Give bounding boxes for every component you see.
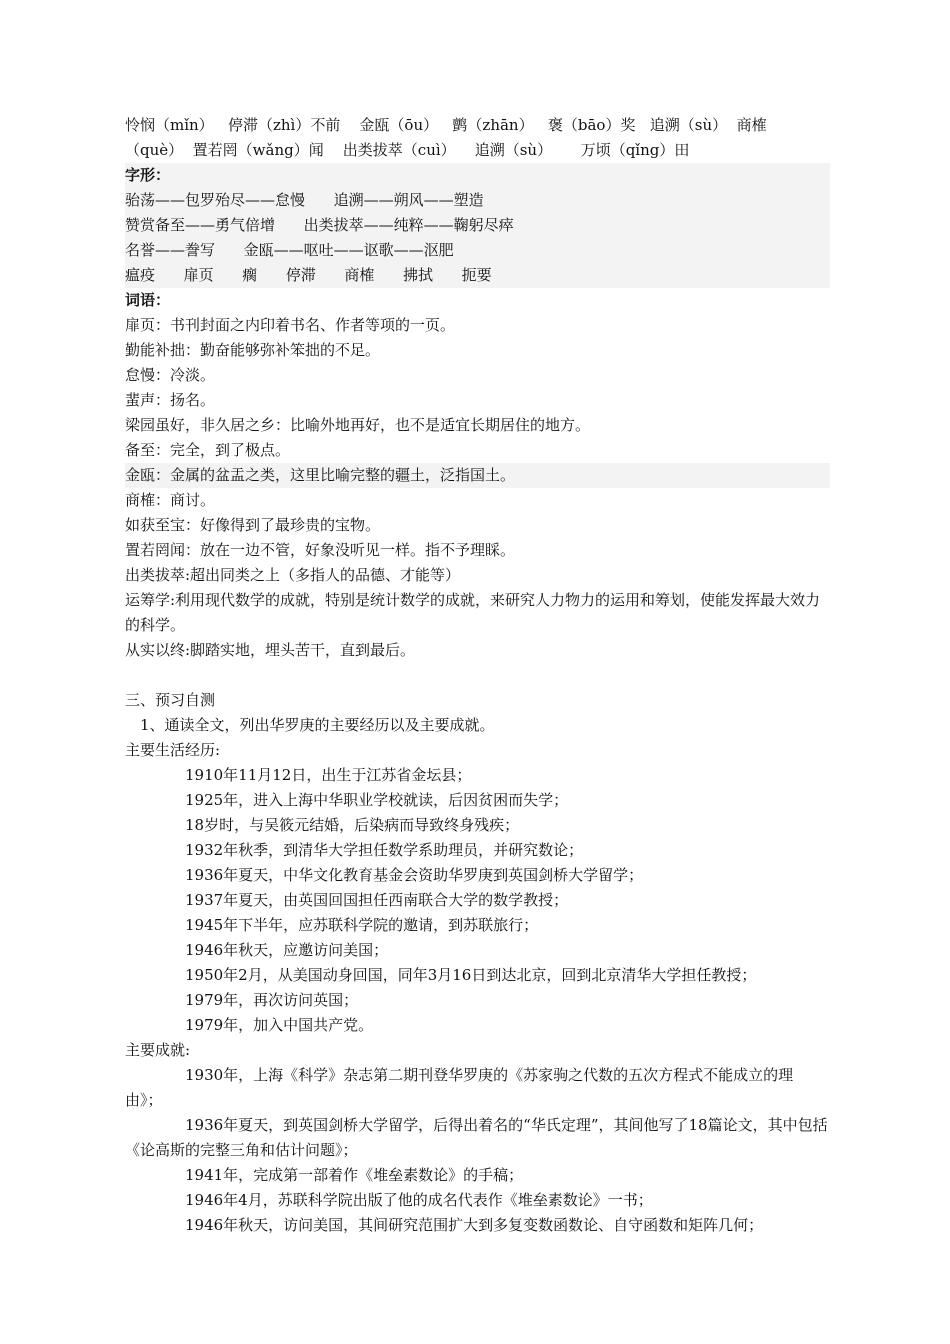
ciyu-item: 出类拔萃:超出同类之上（多指人的品德、才能等） [125, 566, 461, 584]
achievement-item: 1941年，完成第一部着作《堆垒素数论》的手稿； [185, 1166, 524, 1184]
document-body [125, 113, 830, 1238]
life-item: 1937年夏天，由英国回国担任西南联合大学的数学教授； [185, 891, 569, 909]
ciyu-item: 扉页：书刊封面之内印着书名、作者等项的一页。 [125, 316, 456, 334]
achievement-item: 1930年，上海《科学》杂志第二期刊登华罗庚的《苏家驹之代数的五次方程式不能成立的理由》； [125, 1066, 794, 1109]
pinyin-line-2: （què） 置若罔（wǎng）闻 出类拔萃（cuì） 追溯（sù） 万顷（qǐng）田 [125, 141, 690, 159]
life-item: 1936年夏天，中华文化教育基金会资助华罗庚到英国剑桥大学留学； [185, 866, 644, 884]
achievement-label: 主要成就: [125, 1041, 191, 1059]
ciyu-item: 运筹学:利用现代数学的成就，特别是统计数学的成就，来研究人力物力的运用和筹划，使能发挥最大效力的科学。 [125, 591, 821, 634]
achievement-item: 1946年4月，苏联科学院出版了他的成名代表作《堆垒素数论》一书； [185, 1191, 653, 1209]
ciyu-item: 蜚声：扬名。 [125, 391, 216, 409]
life-label: 主要生活经历: [125, 741, 221, 759]
ciyu-item: 勤能补拙：勤奋能够弥补笨拙的不足。 [125, 341, 381, 359]
ciyu-item: 怠慢：冷淡。 [125, 366, 216, 384]
life-item: 1932年秋季，到清华大学担任数学系助理员，并研究数论； [185, 841, 584, 859]
ciyu-heading: 词语： [125, 291, 171, 309]
ciyu-item: 从实以终:脚踏实地，埋头苦干，直到最后。 [125, 641, 416, 659]
zixing-heading: 字形： [125, 163, 830, 188]
achievement-item: 1946年秋天，访问美国，其间研究范围扩大到多复变数函数论、自守函数和矩阵几何； [185, 1216, 764, 1234]
life-item: 1979年，加入中国共产党。 [185, 1016, 374, 1034]
zixing-row: 瘟疫 扉页 瘸 停滞 商榷 拂拭 扼要 [125, 263, 830, 288]
achievement-item: 1936年夏天，到英国剑桥大学留学，后得出着名的“华氏定理”，其间他写了18篇论文，其中包括《论高斯的完整三角和估计问题》； [125, 1116, 828, 1159]
ciyu-item: 金瓯：金属的盆盂之类，这里比喻完整的疆土，泛指国土。 [125, 463, 830, 488]
ciyu-item: 梁园虽好，非久居之乡：比喻外地再好，也不是适宜长期居住的地方。 [125, 416, 591, 434]
ciyu-item: 商榷：商讨。 [125, 491, 216, 509]
life-item: 1950年2月，从美国动身回国，同年3月16日到达北京，回到北京清华大学担任教授； [185, 966, 757, 984]
life-item: 1910年11月12日，出生于江苏省金坛县； [185, 766, 472, 784]
pinyin-line-1: 怜悯（mǐn） 停滞（zhì）不前 金瓯（ōu） 鹯（zhān） 褒（bāo）奖 追溯（sù） 商榷 [125, 116, 767, 134]
life-item: 1945年下半年，应苏联科学院的邀请，到苏联旅行； [185, 916, 539, 934]
life-item: 1946年秋天，应邀访问美国； [185, 941, 389, 959]
life-item: 1979年，再次访问英国； [185, 991, 359, 1009]
ciyu-item: 如获至宝：好像得到了最珍贵的宝物。 [125, 516, 381, 534]
life-item: 1925年，进入上海中华职业学校就读，后因贫困而失学； [185, 791, 569, 809]
zixing-row: 名誉——誊写 金瓯——呕吐——讴歌——沤肥 [125, 238, 830, 263]
ciyu-item: 置若罔闻：放在一边不管，好象没听见一样。指不予理睬。 [125, 541, 516, 559]
zixing-row: 赞赏备至——勇气倍增 出类拔萃——纯粹——鞠躬尽瘁 [125, 213, 830, 238]
ciyu-item: 备至：完全，到了极点。 [125, 441, 291, 459]
zixing-row: 骀荡——包罗殆尽——怠慢 追溯——朔风——塑造 [125, 188, 830, 213]
spacer [125, 663, 830, 688]
life-item: 18岁时，与吴筱元结婚，后染病而导致终身残疾； [185, 816, 520, 834]
section-title: 三、预习自测 [125, 691, 216, 709]
question-1: 1、通读全文，列出华罗庚的主要经历以及主要成就。 [140, 716, 495, 734]
